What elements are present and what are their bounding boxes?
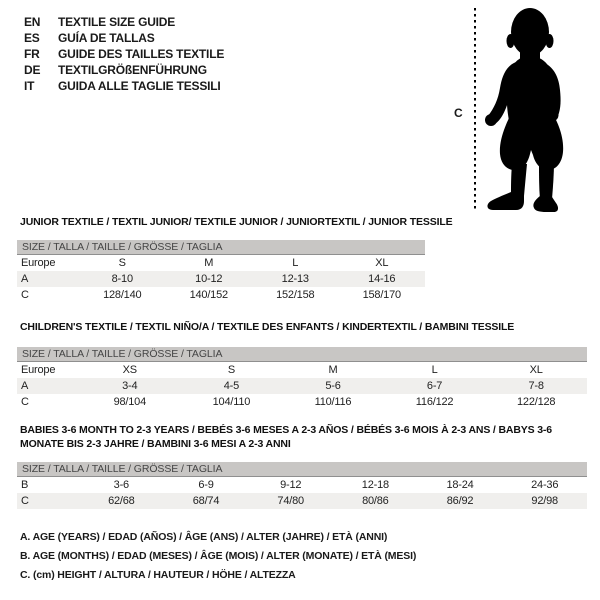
table-cell: 24-36 (531, 479, 559, 491)
table-row (17, 362, 587, 378)
table-cell: 92/98 (531, 495, 558, 507)
note-line: A. AGE (YEARS) / EDAD (AÑOS) / ÂGE (ANS) / ALTER (JAHRE) / ETÀ (ANNI) (20, 531, 388, 543)
language-row (24, 78, 224, 94)
table-cell: 74/80 (277, 495, 304, 507)
table-cell: 140/152 (189, 289, 228, 301)
junior-table-title: JUNIOR TEXTILE / TEXTIL JUNIOR/ TEXTILE JUNIOR / JUNIORTEXTIL / JUNIOR TESSILE (20, 216, 453, 228)
table-cell: 128/140 (103, 289, 142, 301)
row-label: A (21, 273, 29, 285)
children-size-header: SIZE / TALLA / TAILLE / GRÖSSE / TAGLIA (17, 347, 587, 362)
table-row (17, 493, 587, 509)
language-list (24, 14, 224, 94)
language-row (24, 62, 224, 78)
babies-size-header: SIZE / TALLA / TAILLE / GRÖSSE / TAGLIA (17, 462, 587, 477)
table-cell: 104/110 (212, 396, 251, 408)
language-code: DE (24, 63, 41, 77)
table-row (17, 378, 587, 394)
junior-table (17, 240, 425, 303)
table-cell: 7-8 (528, 380, 544, 392)
junior-size-header: SIZE / TALLA / TAILLE / GRÖSSE / TAGLIA (17, 240, 425, 255)
table-cell: 80/86 (362, 495, 389, 507)
table-cell: 122/128 (516, 396, 556, 408)
table-cell: 116/122 (415, 396, 454, 408)
language-code: IT (24, 79, 35, 93)
table-row (17, 287, 425, 303)
babies-table (17, 462, 587, 509)
row-label: B (21, 479, 29, 491)
height-c-label: C (454, 106, 463, 120)
table-row (17, 271, 425, 287)
table-cell: S (118, 257, 126, 269)
children-table-title: CHILDREN'S TEXTILE / TEXTIL NIÑO/A / TEXTILE DES ENFANTS / KINDERTEXTIL / BAMBINI TESSILE (20, 321, 515, 333)
language-title: GUIDE DES TAILLES TEXTILE (58, 47, 225, 61)
table-cell: 18-24 (446, 479, 474, 491)
table-cell: M (204, 257, 214, 269)
row-label: Europe (21, 257, 56, 269)
language-code: ES (24, 31, 40, 45)
table-row (17, 477, 587, 493)
row-label: C (21, 289, 29, 301)
note-line: C. (cm) HEIGHT / ALTURA / HAUTEUR / HÖHE / ALTEZZA (20, 569, 296, 581)
table-cell: 6-9 (198, 479, 214, 491)
children-table (17, 347, 587, 410)
table-cell: 68/74 (192, 495, 220, 507)
table-cell: 9-12 (280, 479, 302, 491)
note-line: B. AGE (MONTHS) / EDAD (MESES) / ÂGE (MOIS) / ALTER (MONATE) / ETÀ (MESI) (20, 550, 417, 562)
table-cell: 4-5 (223, 380, 240, 392)
height-dotted-line (474, 8, 476, 212)
language-title: TEXTILE SIZE GUIDE (58, 15, 176, 29)
table-cell: 158/170 (362, 289, 401, 301)
row-label: C (21, 396, 29, 408)
table-cell: XL (375, 257, 389, 269)
table-cell: S (227, 364, 235, 376)
table-cell: 110/116 (314, 396, 352, 408)
table-cell: XL (529, 364, 543, 376)
table-cell: 3-4 (122, 380, 138, 392)
table-cell: 6-7 (426, 380, 443, 392)
table-cell: L (292, 257, 299, 269)
language-code: EN (24, 15, 41, 29)
table-cell: L (431, 364, 438, 376)
language-code: FR (24, 47, 40, 61)
language-title: GUÍA DE TALLAS (58, 31, 155, 45)
table-row (17, 255, 425, 271)
table-cell: 86/92 (446, 495, 474, 507)
table-cell: 98/104 (113, 396, 147, 408)
language-title: TEXTILGRÖßENFÜHRUNG (58, 63, 207, 77)
table-cell: M (328, 364, 338, 376)
row-label: C (21, 495, 29, 507)
table-cell: 62/68 (108, 495, 135, 507)
table-row (17, 394, 587, 410)
language-row (24, 46, 224, 62)
babies-table-title: BABIES 3-6 MONTH TO 2-3 YEARS / BEBÉS 3-6 MESES A 2-3 AÑOS / BÉBÉS 3-6 MOIS À 2-3 ANS / BABYS 3-6 MONATE BIS 2-3 JAHRE / BAMBINI 3-6 MESI A 2-3 ANNI (20, 424, 552, 450)
table-cell: XS (122, 364, 137, 376)
language-row (24, 14, 224, 30)
language-title: GUIDA ALLE TAGLIE TESSILI (58, 79, 221, 93)
table-cell: 10-12 (195, 273, 223, 285)
table-cell: 12-18 (361, 479, 389, 491)
row-label: Europe (21, 364, 56, 376)
language-row (24, 30, 224, 46)
table-cell: 12-13 (281, 273, 309, 285)
table-cell: 152/158 (276, 289, 315, 301)
table-cell: 8-10 (111, 273, 133, 285)
table-cell: 3-6 (113, 479, 129, 491)
baby-silhouette-image (484, 4, 596, 214)
table-cell: 5-6 (325, 380, 341, 392)
row-label: A (21, 380, 29, 392)
measurement-notes (20, 528, 416, 585)
table-cell: 14-16 (368, 273, 396, 285)
